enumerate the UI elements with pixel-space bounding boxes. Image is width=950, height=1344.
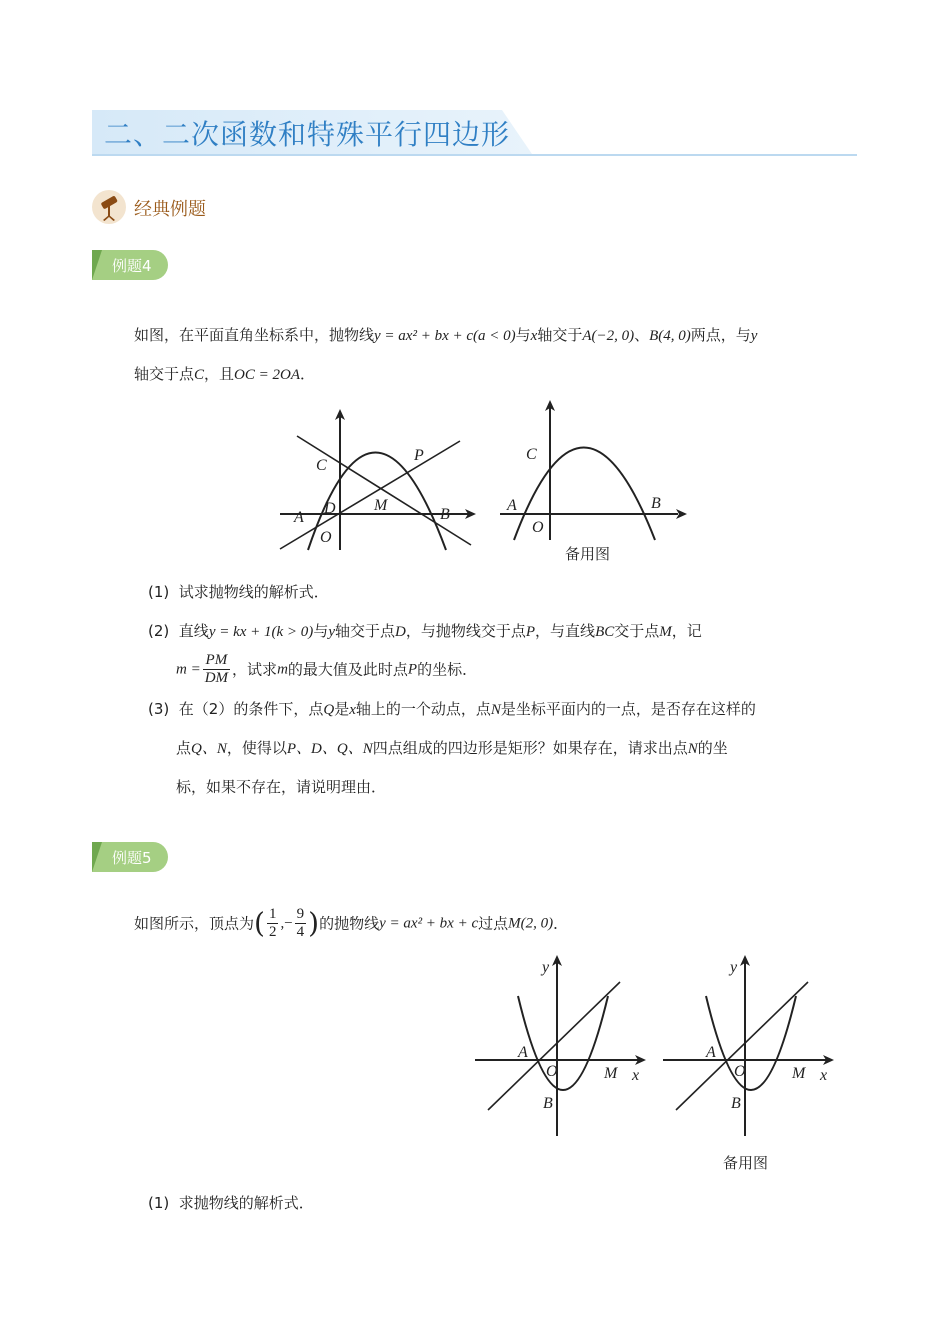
label-m: M [792, 1065, 806, 1082]
line-dp [280, 441, 460, 549]
example4-question2-line2: m = $\frac{PM}{DM}$ ，试求m的最大值及此时点P的坐标． [176, 652, 478, 686]
label-c: C [526, 446, 537, 463]
label-a: A [507, 497, 517, 514]
fraction-pm-dm: $\frac{PM}{DM}$ [204, 652, 229, 686]
label-b: B [651, 495, 661, 512]
section-header-underline [92, 154, 857, 156]
example5-question1: (1) 求抛物线的解析式． [148, 1194, 314, 1212]
example4-question1: (1) 试求抛物线的解析式． [148, 583, 329, 601]
parabola-curve [706, 996, 796, 1090]
label-m: M [374, 497, 388, 514]
label-o: O [734, 1063, 746, 1080]
example5-backup-figure [658, 950, 843, 1175]
label-c: C [316, 457, 327, 474]
example5-tag-label: 例题5 [112, 849, 152, 867]
label-p: P [414, 447, 424, 464]
example4-figure [270, 400, 490, 560]
example5-intro: 如图所示，顶点为( $\frac{1}{2}$ ,− $\frac{9}{4}$ )的抛物线y = ax² + bx + c过点M(2, 0)． [134, 906, 569, 940]
label-m: M [604, 1065, 618, 1082]
label-o: O [320, 529, 332, 546]
example5-tag [92, 842, 168, 872]
label-a: A [294, 509, 304, 526]
label-y: y [730, 959, 738, 976]
example4-question3-line3: 标，如果不存在，请说明理由． [176, 778, 387, 796]
example4-backup-figure [495, 395, 695, 570]
example4-question3-line2: 点Q、N，使得以P、D、Q、N四点组成的四边形是矩形？如果存在，请求出点N的坐 [176, 739, 728, 757]
label-b: B [440, 506, 450, 523]
label-o: O [546, 1063, 558, 1080]
line-ab [488, 982, 620, 1110]
fraction-vertex-y: $\frac{9}{4}$ [296, 906, 305, 940]
label-b: B [543, 1095, 553, 1112]
backup-figure-caption: 备用图 [723, 1154, 769, 1172]
section-title: 二、二次函数和特殊平行四边形 [104, 118, 511, 151]
label-x: x [820, 1067, 828, 1084]
example5-figure [470, 950, 655, 1140]
example4-intro-line2: 轴交于点C，且OC = 2OA． [134, 365, 316, 383]
label-b: B [731, 1095, 741, 1112]
example4-tag-label: 例题4 [112, 257, 152, 275]
example4-question2-line1: (2) 直线y = kx + 1(k > 0)与y轴交于点D，与抛物线交于点P，与直线BC交于点M，记 [148, 622, 702, 640]
fraction-vertex-x: $\frac{1}{2}$ [268, 906, 277, 940]
example4-intro-line1: 如图，在平面直角坐标系中，抛物线y = ax² + bx + c(a < 0)与x轴交于A(−2, 0)、B(4, 0)两点，与y [134, 326, 758, 344]
label-o: O [532, 519, 544, 536]
label-y: y [542, 959, 550, 976]
section-header [92, 110, 857, 156]
parabola-curve [518, 996, 608, 1090]
classic-examples-label: 经典例题 [134, 199, 206, 220]
telescope-icon [92, 190, 126, 224]
example4-tag [92, 250, 168, 280]
example4-question3-line1: (3) 在（2）的条件下，点Q是x轴上的一个动点，点N是坐标平面内的一点，是否存在这样的 [148, 700, 756, 718]
line-ab [676, 982, 808, 1110]
label-d: D [324, 500, 336, 517]
label-a: A [706, 1044, 716, 1061]
label-a: A [518, 1044, 528, 1061]
label-x: x [632, 1067, 640, 1084]
backup-figure-caption: 备用图 [565, 545, 611, 563]
